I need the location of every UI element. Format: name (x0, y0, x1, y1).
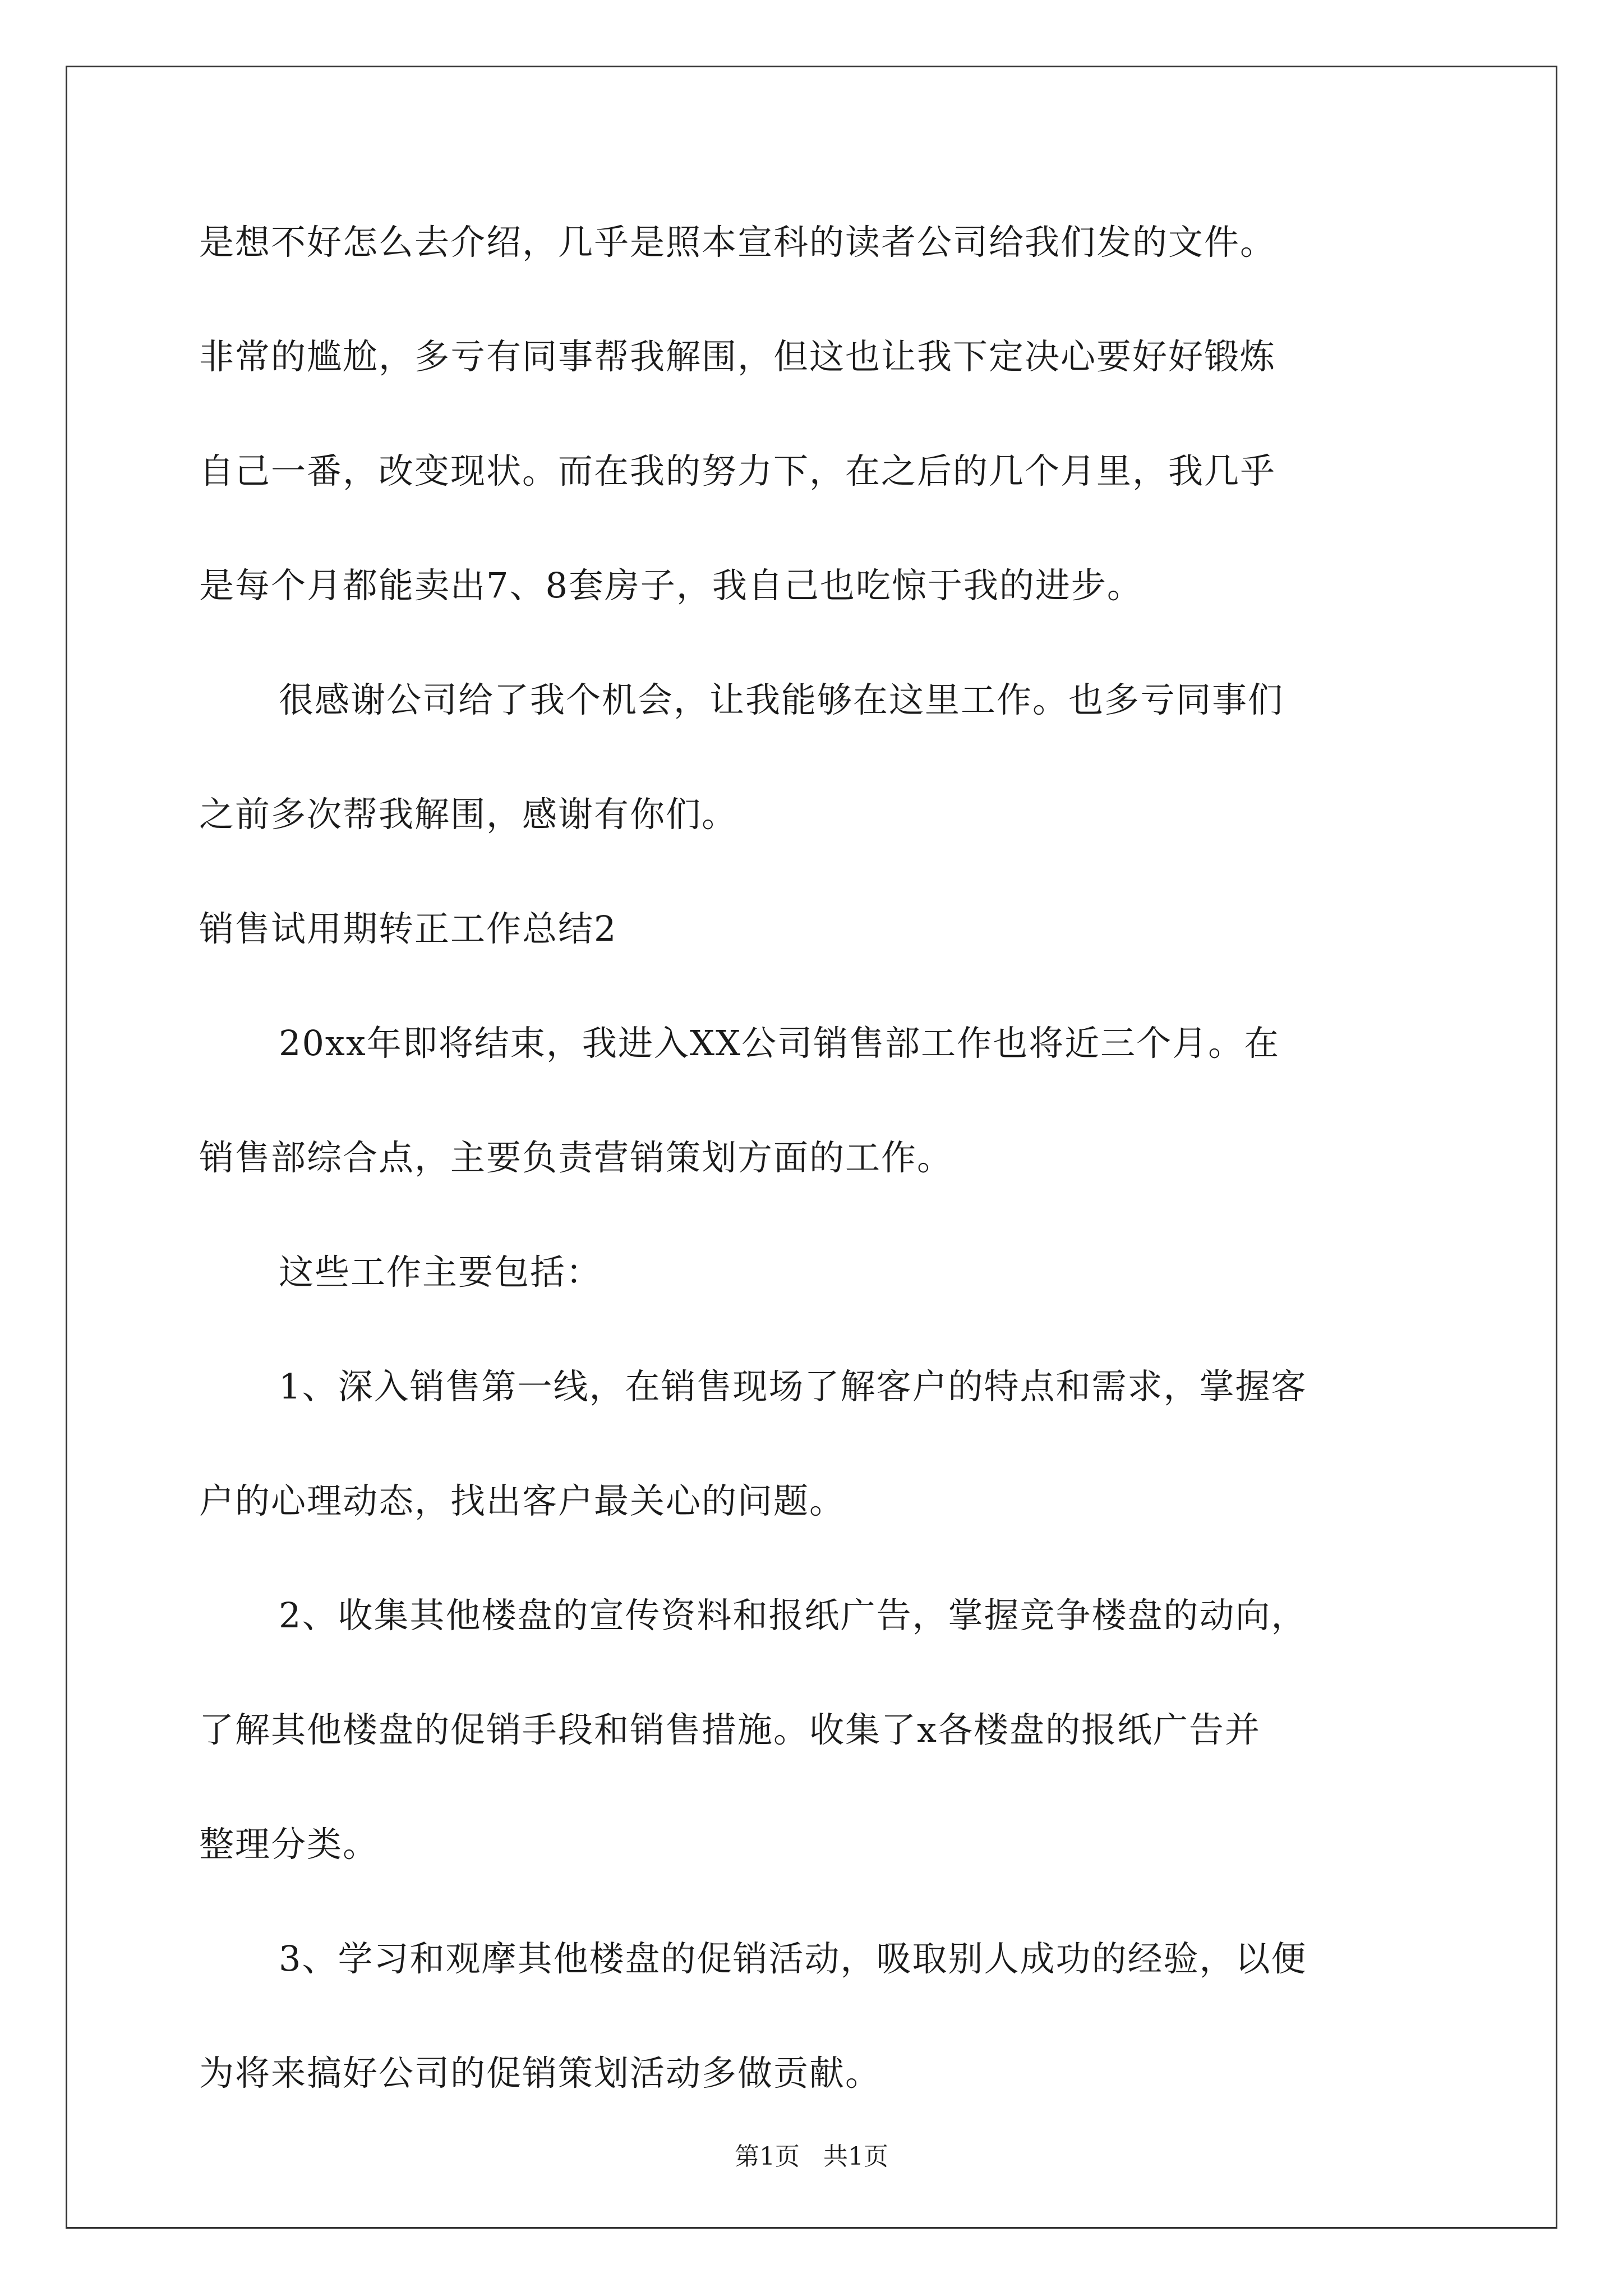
text-line: 了解其他楼盘的促销手段和销售措施。收集了x各楼盘的报纸广告并 (199, 1709, 1261, 1750)
text-line: 是每个月都能卖出7、8套房子，我自己也吃惊于我的进步。 (199, 565, 1143, 606)
text-line: 很感谢公司给了我个机会，让我能够在这里工作。也多亏同事们 (279, 679, 1284, 720)
text-line: 自己一番，改变现状。而在我的努力下，在之后的几个月里，我几乎 (199, 450, 1276, 491)
list-item: 3、学习和观摩其他楼盘的促销活动，吸取别人成功的经验，以便 (279, 1938, 1307, 1979)
text-line: 20xx年即将结束，我进入XX公司销售部工作也将近三个月。在 (279, 1023, 1280, 1064)
text-line: 整理分类。 (199, 1824, 379, 1865)
text-line: 非常的尴尬，多亏有同事帮我解围，但这也让我下定决心要好好锻炼 (199, 336, 1276, 377)
text-line: 户的心理动态，找出客户最关心的问题。 (199, 1480, 846, 1521)
section-heading: 销售试用期转正工作总结2 (199, 908, 617, 949)
text-line: 这些工作主要包括： (279, 1251, 602, 1292)
document-body (199, 208, 1422, 2153)
list-item: 2、收集其他楼盘的宣传资料和报纸广告，掌握竞争楼盘的动向， (279, 1595, 1307, 1636)
text-line: 是想不好怎么去介绍，几乎是照本宣科的读者公司给我们发的文件。 (199, 222, 1276, 263)
list-item: 1、深入销售第一线，在销售现场了解客户的特点和需求，掌握客 (279, 1366, 1307, 1407)
text-line: 之前多次帮我解围，感谢有你们。 (199, 794, 738, 835)
page-number-footer: 第1页 共1页 (735, 2142, 888, 2171)
text-line: 销售部综合点，主要负责营销策划方面的工作。 (199, 1137, 953, 1178)
text-line: 为将来搞好公司的促销策划活动多做贡献。 (199, 2053, 882, 2093)
